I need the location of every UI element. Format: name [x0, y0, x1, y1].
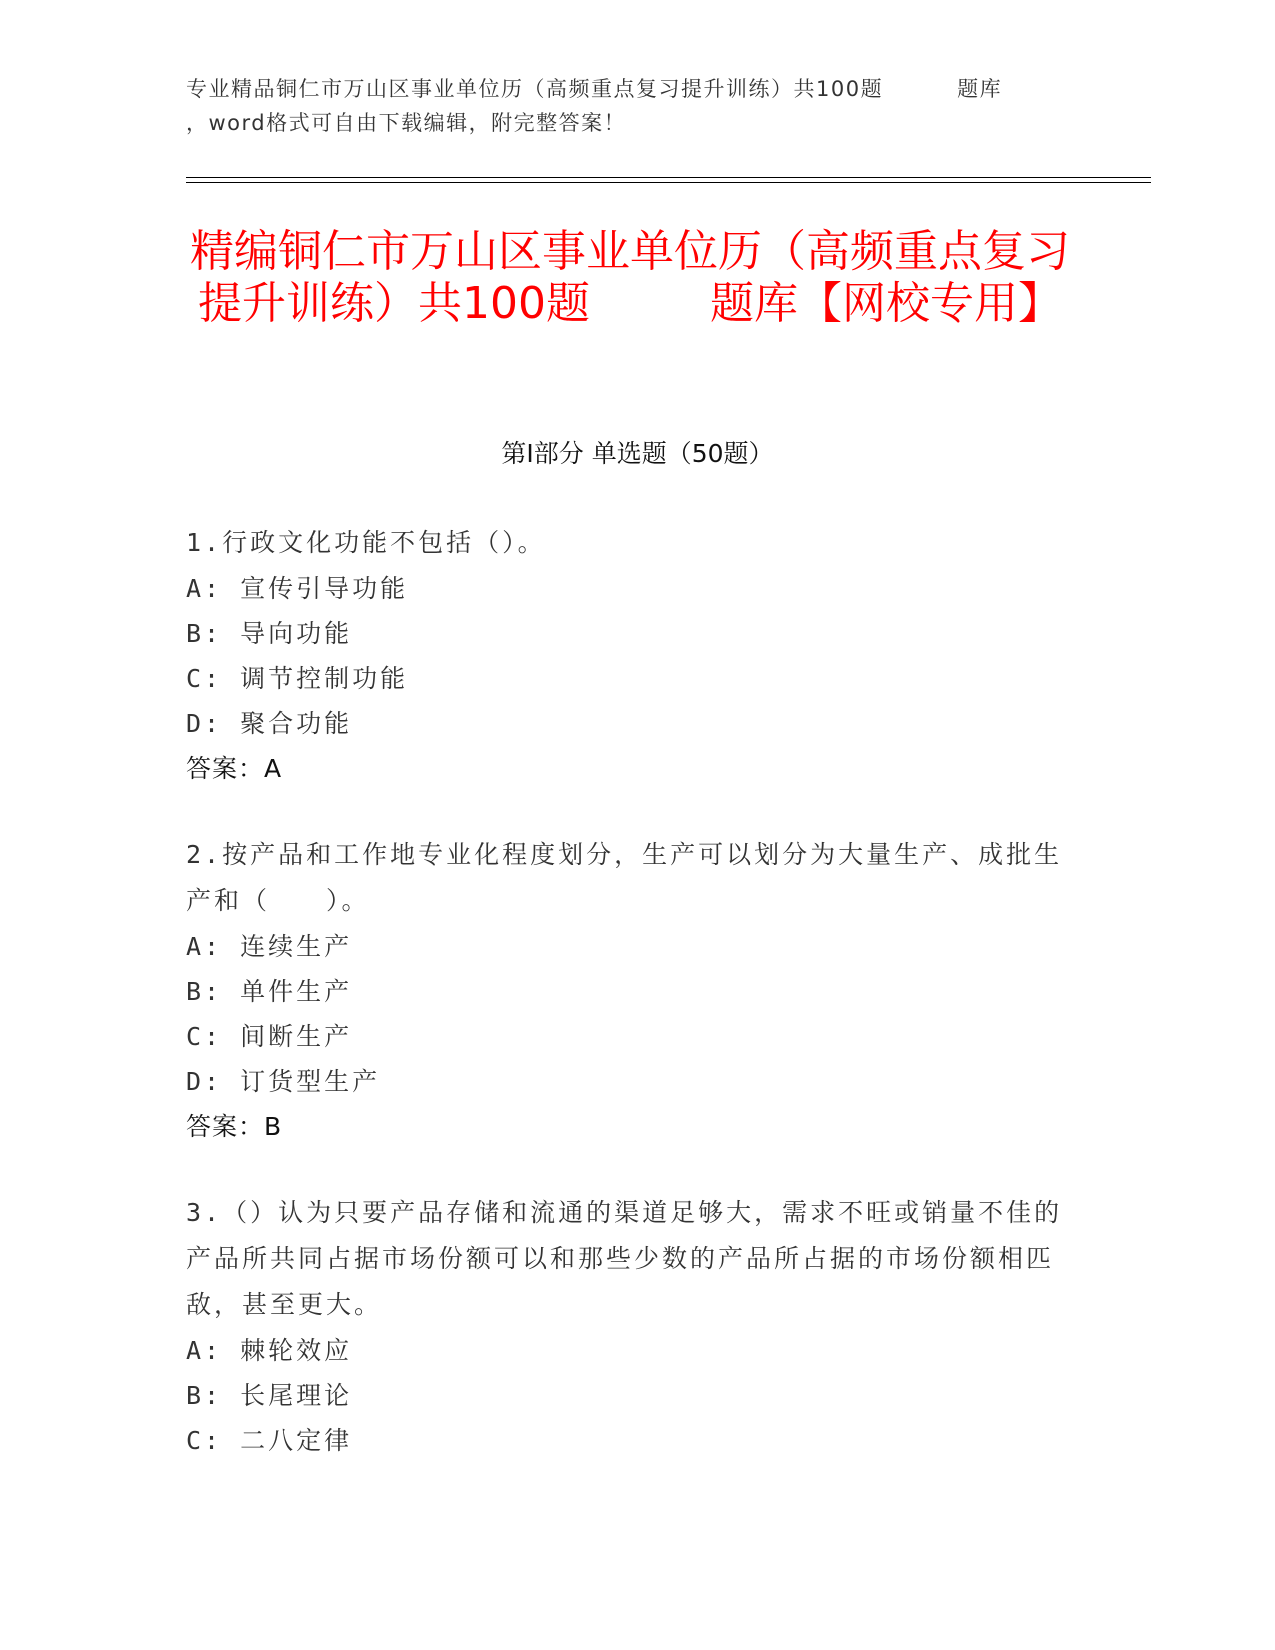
header-divider-bottom — [186, 182, 1151, 183]
question-text: 2.按产品和工作地专业化程度划分，生产可以划分为大量生产、成批生产和（ ）。 — [186, 840, 1063, 915]
question-item — [186, 1190, 1066, 1463]
document-title-part-2: 题库【网校专用】 — [709, 278, 1062, 329]
question-option: A: 宣传引导功能 — [186, 574, 409, 603]
page-header — [186, 72, 1106, 140]
header-divider-top — [186, 177, 1151, 178]
section-heading: 第Ⅰ部分 单选题（50题） — [501, 439, 774, 468]
question-option: D: 订货型生产 — [186, 1067, 381, 1096]
document-title — [190, 226, 1070, 330]
question-option: C: 二八定律 — [186, 1426, 353, 1455]
answer-label: 答案： — [186, 754, 265, 783]
answer-value: B — [264, 1112, 283, 1141]
header-line-1 — [186, 72, 1106, 106]
header-line-2: ，word格式可自由下载编辑，附完整答案！ — [186, 111, 627, 135]
question-item — [186, 832, 1066, 1150]
question-text: 1.行政文化功能不包括（）。 — [186, 528, 546, 557]
answer-line — [186, 746, 1066, 792]
question-option: A: 连续生产 — [186, 932, 353, 961]
question-option: D: 聚合功能 — [186, 709, 353, 738]
header-doc-title: 专业精品铜仁市万山区事业单位历（高频重点复习提升训练）共100题 — [186, 77, 884, 101]
answer-label: 答案： — [186, 1112, 265, 1141]
header-doc-type: 题库 — [957, 77, 1003, 101]
question-text: 3.（）认为只要产品存储和流通的渠道足够大，需求不旺或销量不佳的产品所共同占据市场份额可以和那些少数的产品所占据的市场份额相匹敌，甚至更大。 — [186, 1198, 1063, 1319]
question-option: C: 间断生产 — [186, 1022, 353, 1051]
question-option: C: 调节控制功能 — [186, 664, 409, 693]
question-option: B: 长尾理论 — [186, 1381, 353, 1410]
answer-line — [186, 1104, 1066, 1150]
question-option: B: 导向功能 — [186, 619, 353, 648]
answer-value: A — [264, 754, 283, 783]
question-list — [186, 520, 1066, 1503]
document-title-part-1: 精编铜仁市万山区事业单位历（高频重点复习提升训练）共100题 — [190, 226, 1070, 329]
question-option: A: 棘轮效应 — [186, 1336, 353, 1365]
question-option: B: 单件生产 — [186, 977, 353, 1006]
question-item — [186, 520, 1066, 792]
